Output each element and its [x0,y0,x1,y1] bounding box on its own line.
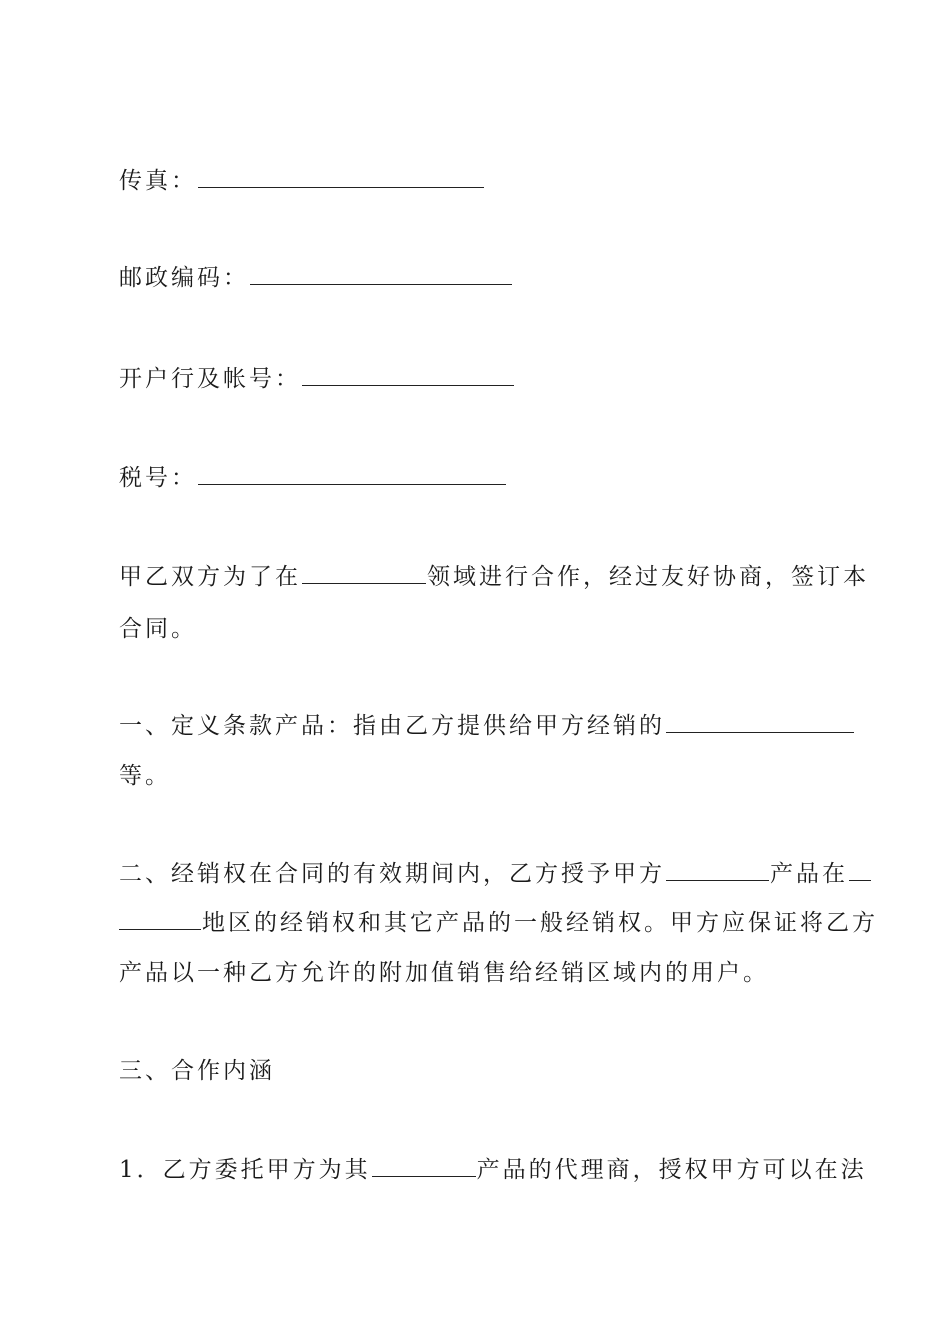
fax-label: 传真： [119,168,197,194]
item1-text-2: 产品的代理商，授权甲方可以在法 [476,1157,867,1183]
postcode-line [119,263,513,293]
intro-text-1: 甲乙双方为了在 [119,564,301,590]
section3-heading: 三、合作内涵 [119,1058,275,1084]
fax-line [119,166,485,196]
tax-number-label: 税号： [119,465,197,491]
bank-account-label: 开户行及帐号： [119,366,301,392]
section1-line-2 [119,761,171,791]
section1-line-1 [119,711,855,741]
postcode-blank[interactable] [250,264,512,285]
tax-number-line [119,463,507,493]
item1-text-1: 1．乙方委托甲方为其 [119,1157,371,1183]
section1-text-1: 一、定义条款产品：指由乙方提供给甲方经销的 [119,713,665,739]
section2-line-1 [119,859,872,889]
intro-line-1 [119,562,869,592]
field-blank[interactable] [302,563,426,584]
section2-text-1: 二、经销权在合同的有效期间内，乙方授予甲方 [119,861,665,887]
section2-line-2 [119,908,878,938]
section2-text-2: 产品在 [770,861,848,887]
section2-text-3: 地区的经销权和其它产品的一般经销权。甲方应保证将乙方 [202,910,878,936]
fax-blank[interactable] [198,167,484,188]
postcode-label: 邮政编码： [119,265,249,291]
agent-product-blank[interactable] [372,1156,476,1177]
intro-text-3: 合同。 [119,616,197,642]
item1-line [119,1155,867,1185]
tax-number-blank[interactable] [198,464,506,485]
intro-text-2: 领域进行合作，经过友好协商，签订本 [427,564,869,590]
bank-account-line [119,364,515,394]
region-blank-start[interactable] [849,860,871,881]
product-name-blank[interactable] [666,860,769,881]
section3-heading-line [119,1056,275,1086]
intro-line-2 [119,614,197,644]
region-blank-end[interactable] [119,909,201,930]
bank-account-blank[interactable] [302,365,514,386]
section2-line-3 [119,958,769,988]
section1-text-2: 等。 [119,763,171,789]
product-blank[interactable] [666,712,854,733]
section2-text-4: 产品以一种乙方允许的附加值销售给经销区域内的用户。 [119,960,769,986]
